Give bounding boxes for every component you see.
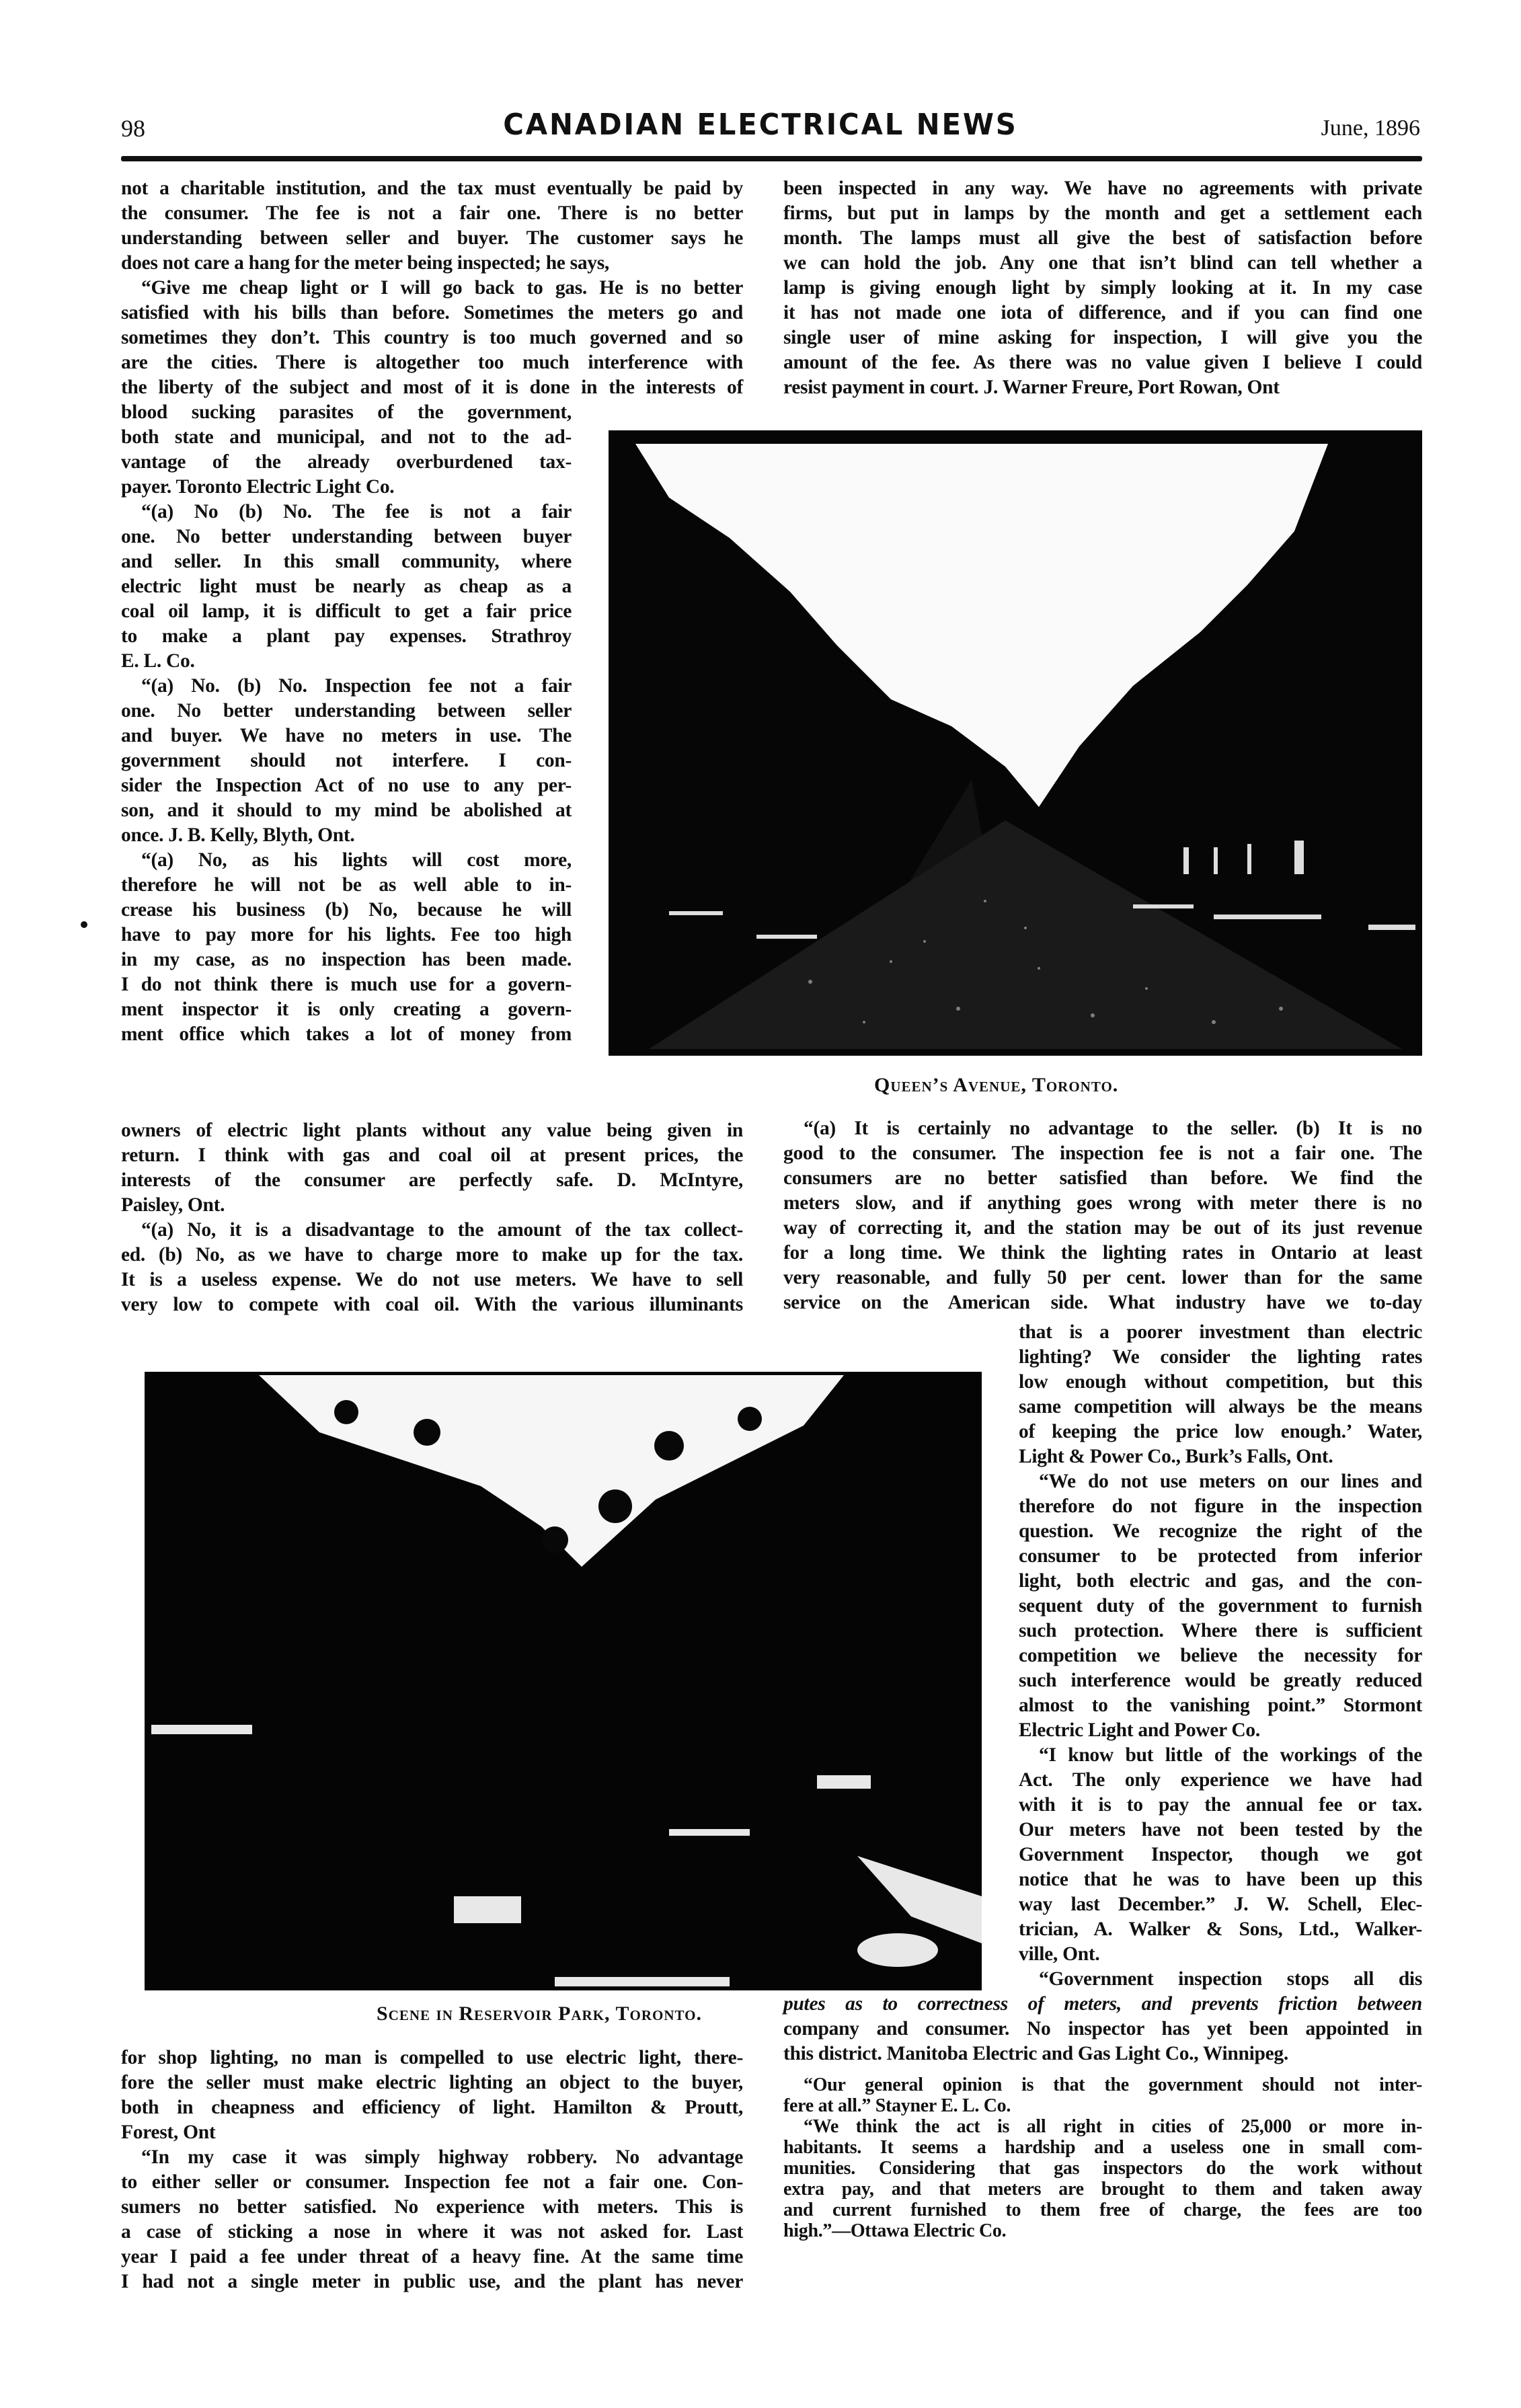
text-line: fere at all.” Stayner E. L. Co. — [783, 2095, 1011, 2116]
text-line: extra pay, and that meters are brought to them and taken away — [783, 2179, 1422, 2200]
text-line: “(a) No. (b) No. Inspection fee not a fair — [141, 675, 572, 697]
text-line: therefore do not figure in the inspection — [1019, 1496, 1422, 1517]
page-number: 98 — [121, 115, 145, 142]
text-line: trician, A. Walker & Sons, Ltd., Walker- — [1019, 1918, 1422, 1940]
text-line: for a long time. We think the lighting rates in Ontario at least — [783, 1242, 1422, 1264]
text-line: Light & Power Co., Burk’s Falls, Ont. — [1019, 1446, 1333, 1467]
right-column-narrow — [1019, 1320, 1422, 1992]
text-line: we can hold the job. Any one that isn’t blind can tell whether a — [783, 252, 1422, 274]
text-line: such interference would be greatly reduced — [1019, 1670, 1422, 1691]
text-line: ment office which takes a lot of money from — [121, 1023, 572, 1045]
text-line: with it is to pay the annual fee or tax. — [1019, 1794, 1422, 1816]
issue-date: June, 1896 — [1321, 116, 1420, 141]
photo-queens-avenue — [609, 430, 1422, 1056]
photo-reservoir-park — [145, 1372, 982, 1990]
text-line: “I know but little of the workings of the — [1039, 1744, 1422, 1766]
text-line: consumer to be protected from inferior — [1019, 1545, 1422, 1567]
margin-dot — [81, 921, 87, 928]
text-line: vantage of the already overburdened tax- — [121, 451, 572, 473]
text-line: “(a) It is certainly no advantage to the seller. (b) It is no — [804, 1118, 1422, 1139]
text-line: sumers no better satisfied. No experience with meters. This is — [121, 2196, 743, 2218]
text-line: ville, Ont. — [1019, 1943, 1100, 1965]
text-line: “We think the act is all right in cities of 25,000 or more in- — [804, 2116, 1422, 2137]
text-line: I do not think there is much use for a govern- — [121, 974, 572, 995]
text-line: year I paid a fee under threat of a heavy fine. At the same time — [121, 2246, 743, 2267]
text-line: crease his business (b) No, because he will — [121, 899, 572, 921]
text-line: low enough without competition, but this — [1019, 1371, 1422, 1393]
masthead-title: CANADIAN ELECTRICAL NEWS — [503, 108, 1018, 142]
text-line: Electric Light and Power Co. — [1019, 1719, 1260, 1741]
text-line: “Give me cheap light or I will go back to gas. He is no better — [141, 277, 743, 299]
right-column-bottom — [783, 1992, 1422, 2066]
text-line: Forest, Ont — [121, 2122, 216, 2143]
text-line: consumers are no better satisfied than before. We find the — [783, 1167, 1422, 1189]
text-line: notice that he was to have been up this — [1019, 1869, 1422, 1890]
text-line: competition we believe the necessity for — [1019, 1645, 1422, 1666]
text-line: in my case, as no inspection has been made. — [121, 949, 572, 970]
text-line: government should not interfere. I con- — [121, 750, 572, 771]
text-line: way of correcting it, and the station may be out of its just revenue — [783, 1217, 1422, 1239]
text-line: lighting? We consider the lighting rates — [1019, 1346, 1422, 1368]
text-line: been inspected in any way. We have no agreements with private — [783, 178, 1422, 199]
text-line: resist payment in court. J. Warner Freure, Port Rowan, Ont — [783, 377, 1280, 398]
text-line: “(a) No, as his lights will cost more, — [141, 849, 572, 871]
text-line: sider the Inspection Act of no use to any per- — [121, 775, 572, 796]
text-line: way last December.” J. W. Schell, Elec- — [1019, 1894, 1422, 1915]
text-line: interests of the consumer are perfectly safe. D. McIntyre, — [121, 1169, 743, 1191]
text-line: firms, but put in lamps by the month and get a settlement each — [783, 202, 1422, 224]
header-rule — [121, 156, 1422, 161]
right-column-mid — [783, 1116, 1422, 1315]
text-line: “(a) No, it is a disadvantage to the amount of the tax collect- — [141, 1219, 743, 1241]
text-line: one. No better understanding between seller — [121, 700, 572, 722]
text-line: once. J. B. Kelly, Blyth, Ont. — [121, 824, 355, 846]
text-line: to make a plant pay expenses. Strathroy — [121, 625, 572, 647]
text-line: a case of sticking a nose in where it was not asked for. Last — [121, 2221, 743, 2243]
text-line: to either seller or consumer. Inspection fee not a fair one. Con- — [121, 2171, 743, 2193]
text-line: “(a) No (b) No. The fee is not a fair — [141, 501, 572, 522]
text-line: owners of electric light plants without any value being given in — [121, 1120, 743, 1141]
text-line: “Government inspection stops all dis — [1039, 1968, 1422, 1990]
text-line: blood sucking parasites of the government, — [121, 401, 572, 423]
text-line: sequent duty of the government to furnish — [1019, 1595, 1422, 1617]
text-line: question. We recognize the right of the — [1019, 1520, 1422, 1542]
text-line: coal oil lamp, it is difficult to get a fair price — [121, 600, 572, 622]
text-line: and current furnished to them free of charge, the fees are too — [783, 2200, 1422, 2220]
text-line: company and consumer. No inspector has yet been appointed in — [783, 2018, 1422, 2040]
text-line: sometimes they don’t. This country is too much governed and so — [121, 327, 743, 348]
text-line: “Our general opinion is that the government should not inter- — [804, 2074, 1422, 2095]
caption-reservoir-park: Scene in Reservoir Park, Toronto. — [377, 2003, 702, 2025]
text-line: amount of the fee. As there was no value given I believe I could — [783, 352, 1422, 373]
text-line: of keeping the price low enough.’ Water, — [1019, 1421, 1422, 1442]
text-line: putes as to correctness of meters, and prevents friction between — [783, 1993, 1422, 2015]
text-line: does not care a hang for the meter being inspected; he says, — [121, 252, 610, 274]
right-column-top — [783, 176, 1422, 400]
text-line: therefore he will not be as well able to in- — [121, 874, 572, 896]
text-line: Government Inspector, though we got — [1019, 1844, 1422, 1865]
text-line: fore the seller must make electric lighting an object to the buyer, — [121, 2072, 743, 2093]
text-line: understanding between seller and buyer. The customer says he — [121, 227, 743, 249]
text-line: both in cheapness and efficiency of light. Hamilton & Proutt, — [121, 2097, 743, 2118]
text-line: same competition will always be the means — [1019, 1396, 1422, 1417]
text-line: E. L. Co. — [121, 650, 195, 672]
left-column-top — [121, 176, 743, 400]
text-line: have to pay more for his lights. Fee too high — [121, 924, 572, 945]
text-line: for shop lighting, no man is compelled to use electric light, there- — [121, 2047, 743, 2068]
text-line: lamp is giving enough light by simply looking at it. In my case — [783, 277, 1422, 299]
text-line: meters slow, and if anything goes wrong with meter there is no — [783, 1192, 1422, 1214]
text-line: such protection. Where there is sufficient — [1019, 1620, 1422, 1641]
text-line: very low to compete with coal oil. With the various illuminants — [121, 1294, 743, 1315]
text-line: this district. Manitoba Electric and Gas Light Co., Winnipeg. — [783, 2043, 1288, 2064]
street-photo-image — [609, 430, 1422, 1056]
text-line: almost to the vanishing point.” Stormont — [1019, 1695, 1422, 1716]
left-column-continued — [121, 1118, 743, 1317]
text-line: high.”—Ottawa Electric Co. — [783, 2220, 1007, 2241]
text-line: “In my case it was simply highway robbery. No advantage — [141, 2146, 743, 2168]
text-line: and buyer. We have no meters in use. The — [121, 725, 572, 746]
text-line: son, and it should to my mind be abolished at — [121, 800, 572, 821]
text-line: very reasonable, and fully 50 per cent. lower than for the same — [783, 1267, 1422, 1288]
text-line: one. No better understanding between buyer — [121, 526, 572, 547]
text-line: service on the American side. What industry have we to-day — [783, 1292, 1422, 1313]
text-line: ed. (b) No, as we have to charge more to make up for the tax. — [121, 1244, 743, 1266]
right-column-bottom-small — [783, 2074, 1422, 2241]
text-line: payer. Toronto Electric Light Co. — [121, 476, 395, 498]
text-line: month. The lamps must all give the best of satisfaction before — [783, 227, 1422, 249]
text-line: light, both electric and gas, and the con- — [1019, 1570, 1422, 1592]
text-line: not a charitable institution, and the tax must eventually be paid by — [121, 178, 743, 199]
text-line: I had not a single meter in public use, and the plant has never — [121, 2271, 743, 2292]
text-line: ment inspector it is only creating a govern- — [121, 999, 572, 1020]
text-line: the liberty of the subject and most of it is done in the interests of — [121, 377, 743, 398]
text-line: good to the consumer. The inspection fee is not a fair one. The — [783, 1142, 1422, 1164]
left-column-bottom — [121, 2046, 743, 2294]
text-line: “We do not use meters on our lines and — [1039, 1471, 1422, 1492]
text-line: both state and municipal, and not to the ad- — [121, 426, 572, 448]
text-line: It is a useless expense. We do not use meters. We have to sell — [121, 1269, 743, 1290]
text-line: are the cities. There is altogether too much interference with — [121, 352, 743, 373]
left-column-narrow — [121, 400, 572, 1047]
text-line: that is a poorer investment than electric — [1019, 1321, 1422, 1343]
text-line: Paisley, Ont. — [121, 1194, 225, 1216]
text-line: and seller. In this small community, where — [121, 551, 572, 572]
text-line: satisfied with his bills than before. Sometimes the meters go and — [121, 302, 743, 323]
text-line: Act. The only experience we have had — [1019, 1769, 1422, 1791]
text-line: munities. Considering that gas inspectors do the work without — [783, 2158, 1422, 2179]
text-line: it has not made one iota of difference, and if you can find one — [783, 302, 1422, 323]
text-line: electric light must be nearly as cheap as a — [121, 576, 572, 597]
text-line: the consumer. The fee is not a fair one. There is no better — [121, 202, 743, 224]
caption-queens-avenue: Queen’s Avenue, Toronto. — [874, 1074, 1119, 1096]
text-line: single user of mine asking for inspection, I will give you the — [783, 327, 1422, 348]
text-line: Our meters have not been tested by the — [1019, 1819, 1422, 1840]
text-line: return. I think with gas and coal oil at present prices, the — [121, 1144, 743, 1166]
park-photo-image — [145, 1372, 982, 1990]
text-line: habitants. It seems a hardship and a useless one in small com- — [783, 2137, 1422, 2158]
